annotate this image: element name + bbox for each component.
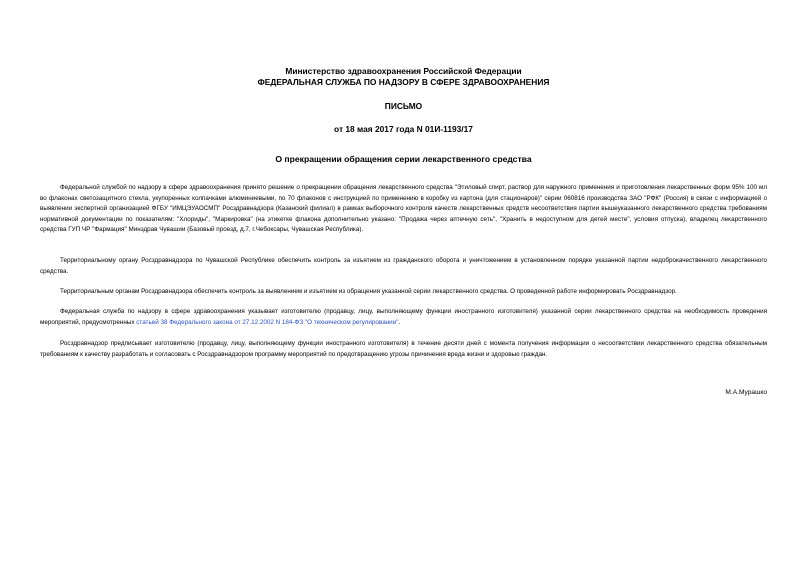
paragraph-territorial-control: Территориальному органу Росздравнадзора по Чувашской Республике обеспечить контроль за изъятием из гражданского оборота и уничтожением в установленном порядке указанной партии недоброкачественного лекарственного средства.	[40, 257, 767, 275]
document-date-number: от 18 мая 2017 года N 01И-1193/17	[334, 124, 473, 134]
paragraph-text: Федеральная служба по надзору в сфере здравоохранения указывает изготовителю (продавцу, лицу, выполняющему функции иностранного изготовителя) указанной серии лекарственного средства на необходимость проведения мероприятий, предусмотренных	[40, 308, 767, 326]
document-subject: О прекращении обращения серии лекарственного средства	[275, 154, 532, 164]
signature: М.А.Мурашко	[725, 389, 767, 396]
paragraph-text-end: .	[398, 318, 401, 326]
paragraph-territorial-bodies: Территориальным органам Росздравнадзора обеспечить контроль за выявлением и изъятием из обращения указанной серии лекарственного средства. О проведенной работе информировать Росздравнадзор.	[60, 288, 677, 295]
law-link[interactable]: статьей 38 Федерального закона от 27.12.2002 N 184-ФЗ "О техническом регулировании"	[136, 318, 399, 326]
service-title: ФЕДЕРАЛЬНАЯ СЛУЖБА ПО НАДЗОРУ В СФЕРЕ ЗДРАВООХРАНЕНИЯ	[257, 77, 550, 87]
ministry-title: Министерство здравоохранения Российской Федерации	[285, 66, 522, 76]
paragraph-prescription: Росздравнадзор предписывает изготовителю (продавцу, лицу, выполняющему функции иностранного изготовителя) в течение десяти дней с момента получения информации о несоответствии лекарственного средства обязательным требованиям к качеству разработать и согласовать с Росздравнадзором программу мероприятий по предотвращению угрозы причинения вреда жизни и здоровью граждан.	[40, 340, 767, 358]
paragraph-decision: Федеральной службой по надзору в сфере здравоохранения принято решение о прекращении обращения лекарственного средства "Этиловый спирт, раствор для наружного применения и приготовления лекарственных форм 95% 100 мл во флаконах светозащитного стекла, укупоренных колпачками алюминиевыми, по 70 флаконов с инструкцией по применению в коробку из картона (для стационаров)" серии 060816 производства ЗАО "РФК" (Россия) в связи с информацией о выявлении экспертной организацией ФГБУ "ИМЦЭУАОСМП" Росздравнадзора (Казанский филиал) в рамках выборочного контроля качеств лекарственных средств несоответствия партии вышеуказанного лекарственного средства требованиям нормативной документации по показателям: "Хлориды", "Маркировка" (на этикетке флакона дополнительно указано: "Продажа через аптечную сеть", "Хранить в недоступном для детей месте", условия отпуска), владелец лекарственного средства ГУП ЧР "Фармация" Минздрав Чувашии (Базовый проезд, д.7, г.Чебоксары, Чувашская Республика).	[40, 184, 767, 233]
paragraph-manufacturer-measures	[40, 307, 767, 328]
document-type: ПИСЬМО	[384, 101, 423, 111]
